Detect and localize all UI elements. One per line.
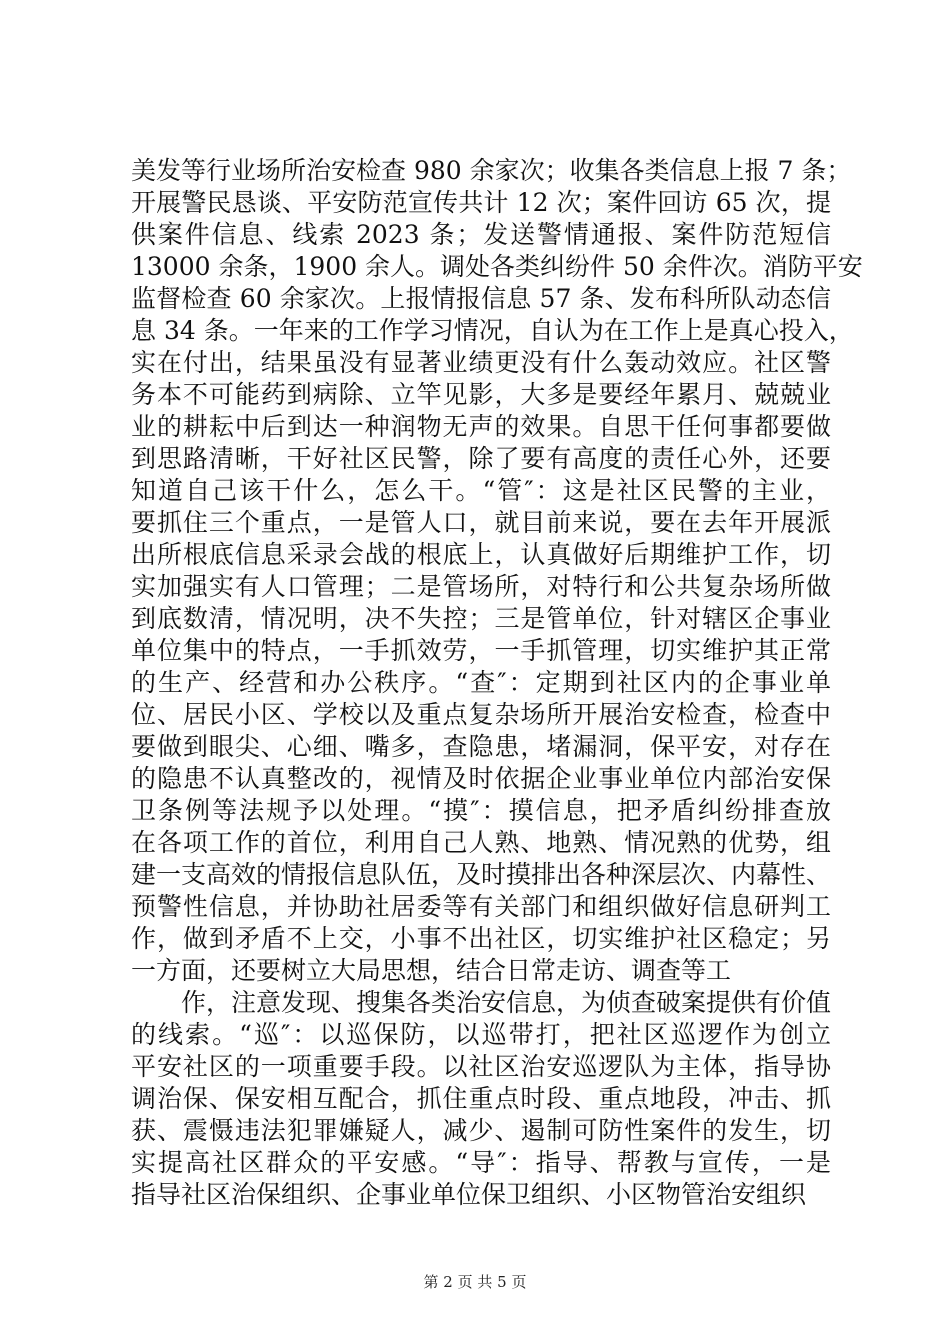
text-line: 务本不可能药到病除、立竿见影，大多是要经年累月、兢兢业 — [131, 380, 831, 409]
text-line: 业的耕耘中后到达一种润物无声的效果。自思干任何事都要做 — [131, 412, 831, 441]
text-line: 建一支高效的情报信息队伍，及时摸排出各种深层次、内幕性、 — [131, 860, 832, 889]
page-indicator: 第 2 页 共 5 页 — [423, 1273, 527, 1291]
text-line: 开展警民恳谈、平安防范宣传共计 12 次；案件回访 65 次，提 — [131, 188, 831, 217]
text-line: 一方面，还要树立大局思想，结合日常走访、调查等工 — [131, 956, 732, 985]
text-line: 实提高社区群众的平安感。“导″：指导、帮教与宣传，一是 — [131, 1148, 831, 1177]
paragraph-2 — [131, 987, 831, 1211]
page-footer — [0, 1272, 950, 1292]
text-line: 在各项工作的首位，利用自己人熟、地熟、情况熟的优势，组 — [131, 828, 831, 857]
text-line: 预警性信息，并协助社居委等有关部门和组织做好信息研判工 — [131, 892, 831, 921]
text-line: 指导社区治保组织、企事业单位保卫组织、小区物管治安组织 — [131, 1180, 807, 1209]
text-line: 出所根底信息采录会战的根底上，认真做好后期维护工作，切 — [131, 540, 831, 569]
text-line: 实加强实有人口管理；二是管场所，对特行和公共复杂场所做 — [131, 572, 831, 601]
text-line: 作，做到矛盾不上交，小事不出社区，切实维护社区稳定；另 — [131, 924, 831, 953]
text-line: 位、居民小区、学校以及重点复杂场所开展治安检查，检查中 — [131, 700, 831, 729]
text-line: 息 34 条。一年来的工作学习情况，自认为在工作上是真心投入， — [131, 316, 854, 345]
text-line: 到思路清晰，干好社区民警，除了要有高度的责任心外，还要 — [131, 444, 831, 473]
text-line: 平安社区的一项重要手段。以社区治安巡逻队为主体，指导协 — [131, 1052, 831, 1081]
text-line: 实在付出，结果虽没有显著业绩更没有什么轰动效应。社区警 — [131, 348, 831, 377]
text-line: 要抓住三个重点，一是管人口，就目前来说，要在去年开展派 — [131, 508, 831, 537]
text-line: 获、震慑违法犯罪嫌疑人，减少、遏制可防性案件的发生，切 — [131, 1116, 831, 1145]
text-line: 监督检查 60 余家次。上报情报信息 57 条、发布科所队动态信 — [131, 284, 831, 313]
text-line: 供案件信息、线索 2023 条；发送警情通报、案件防范短信 — [131, 220, 831, 249]
text-line: 作，注意发现、搜集各类治安信息，为侦查破案提供有价值 — [181, 988, 832, 1017]
text-line: 单位集中的特点，一手抓效劳，一手抓管理，切实维护其正常 — [131, 636, 831, 665]
text-line: 美发等行业场所治安检查 980 余家次；收集各类信息上报 7 条； — [131, 156, 852, 185]
text-line: 到底数清，情况明，决不失控；三是管单位，针对辖区企事业 — [131, 604, 831, 633]
text-line: 的线索。“巡″：以巡保防，以巡带打，把社区巡逻作为创立 — [131, 1020, 831, 1049]
text-line: 13000 余条，1900 余人。调处各类纠纷件 50 余件次。消防平安 — [131, 252, 863, 281]
paragraph-1 — [131, 155, 863, 987]
text-line: 调治保、保安相互配合，抓住重点时段、重点地段，冲击、抓 — [131, 1084, 831, 1113]
text-line: 要做到眼尖、心细、嘴多，查隐患，堵漏洞，保平安，对存在 — [131, 732, 831, 761]
text-line: 知道自己该干什么，怎么干。“管″：这是社区民警的主业， — [131, 476, 831, 505]
text-line: 卫条例等法规予以处理。“摸″：摸信息，把矛盾纠纷排查放 — [131, 796, 831, 825]
document-body — [131, 155, 863, 1211]
text-line: 的生产、经营和办公秩序。“查″：定期到社区内的企事业单 — [131, 668, 831, 697]
text-line: 的隐患不认真整改的，视情及时依据企业事业单位内部治安保 — [131, 764, 831, 793]
